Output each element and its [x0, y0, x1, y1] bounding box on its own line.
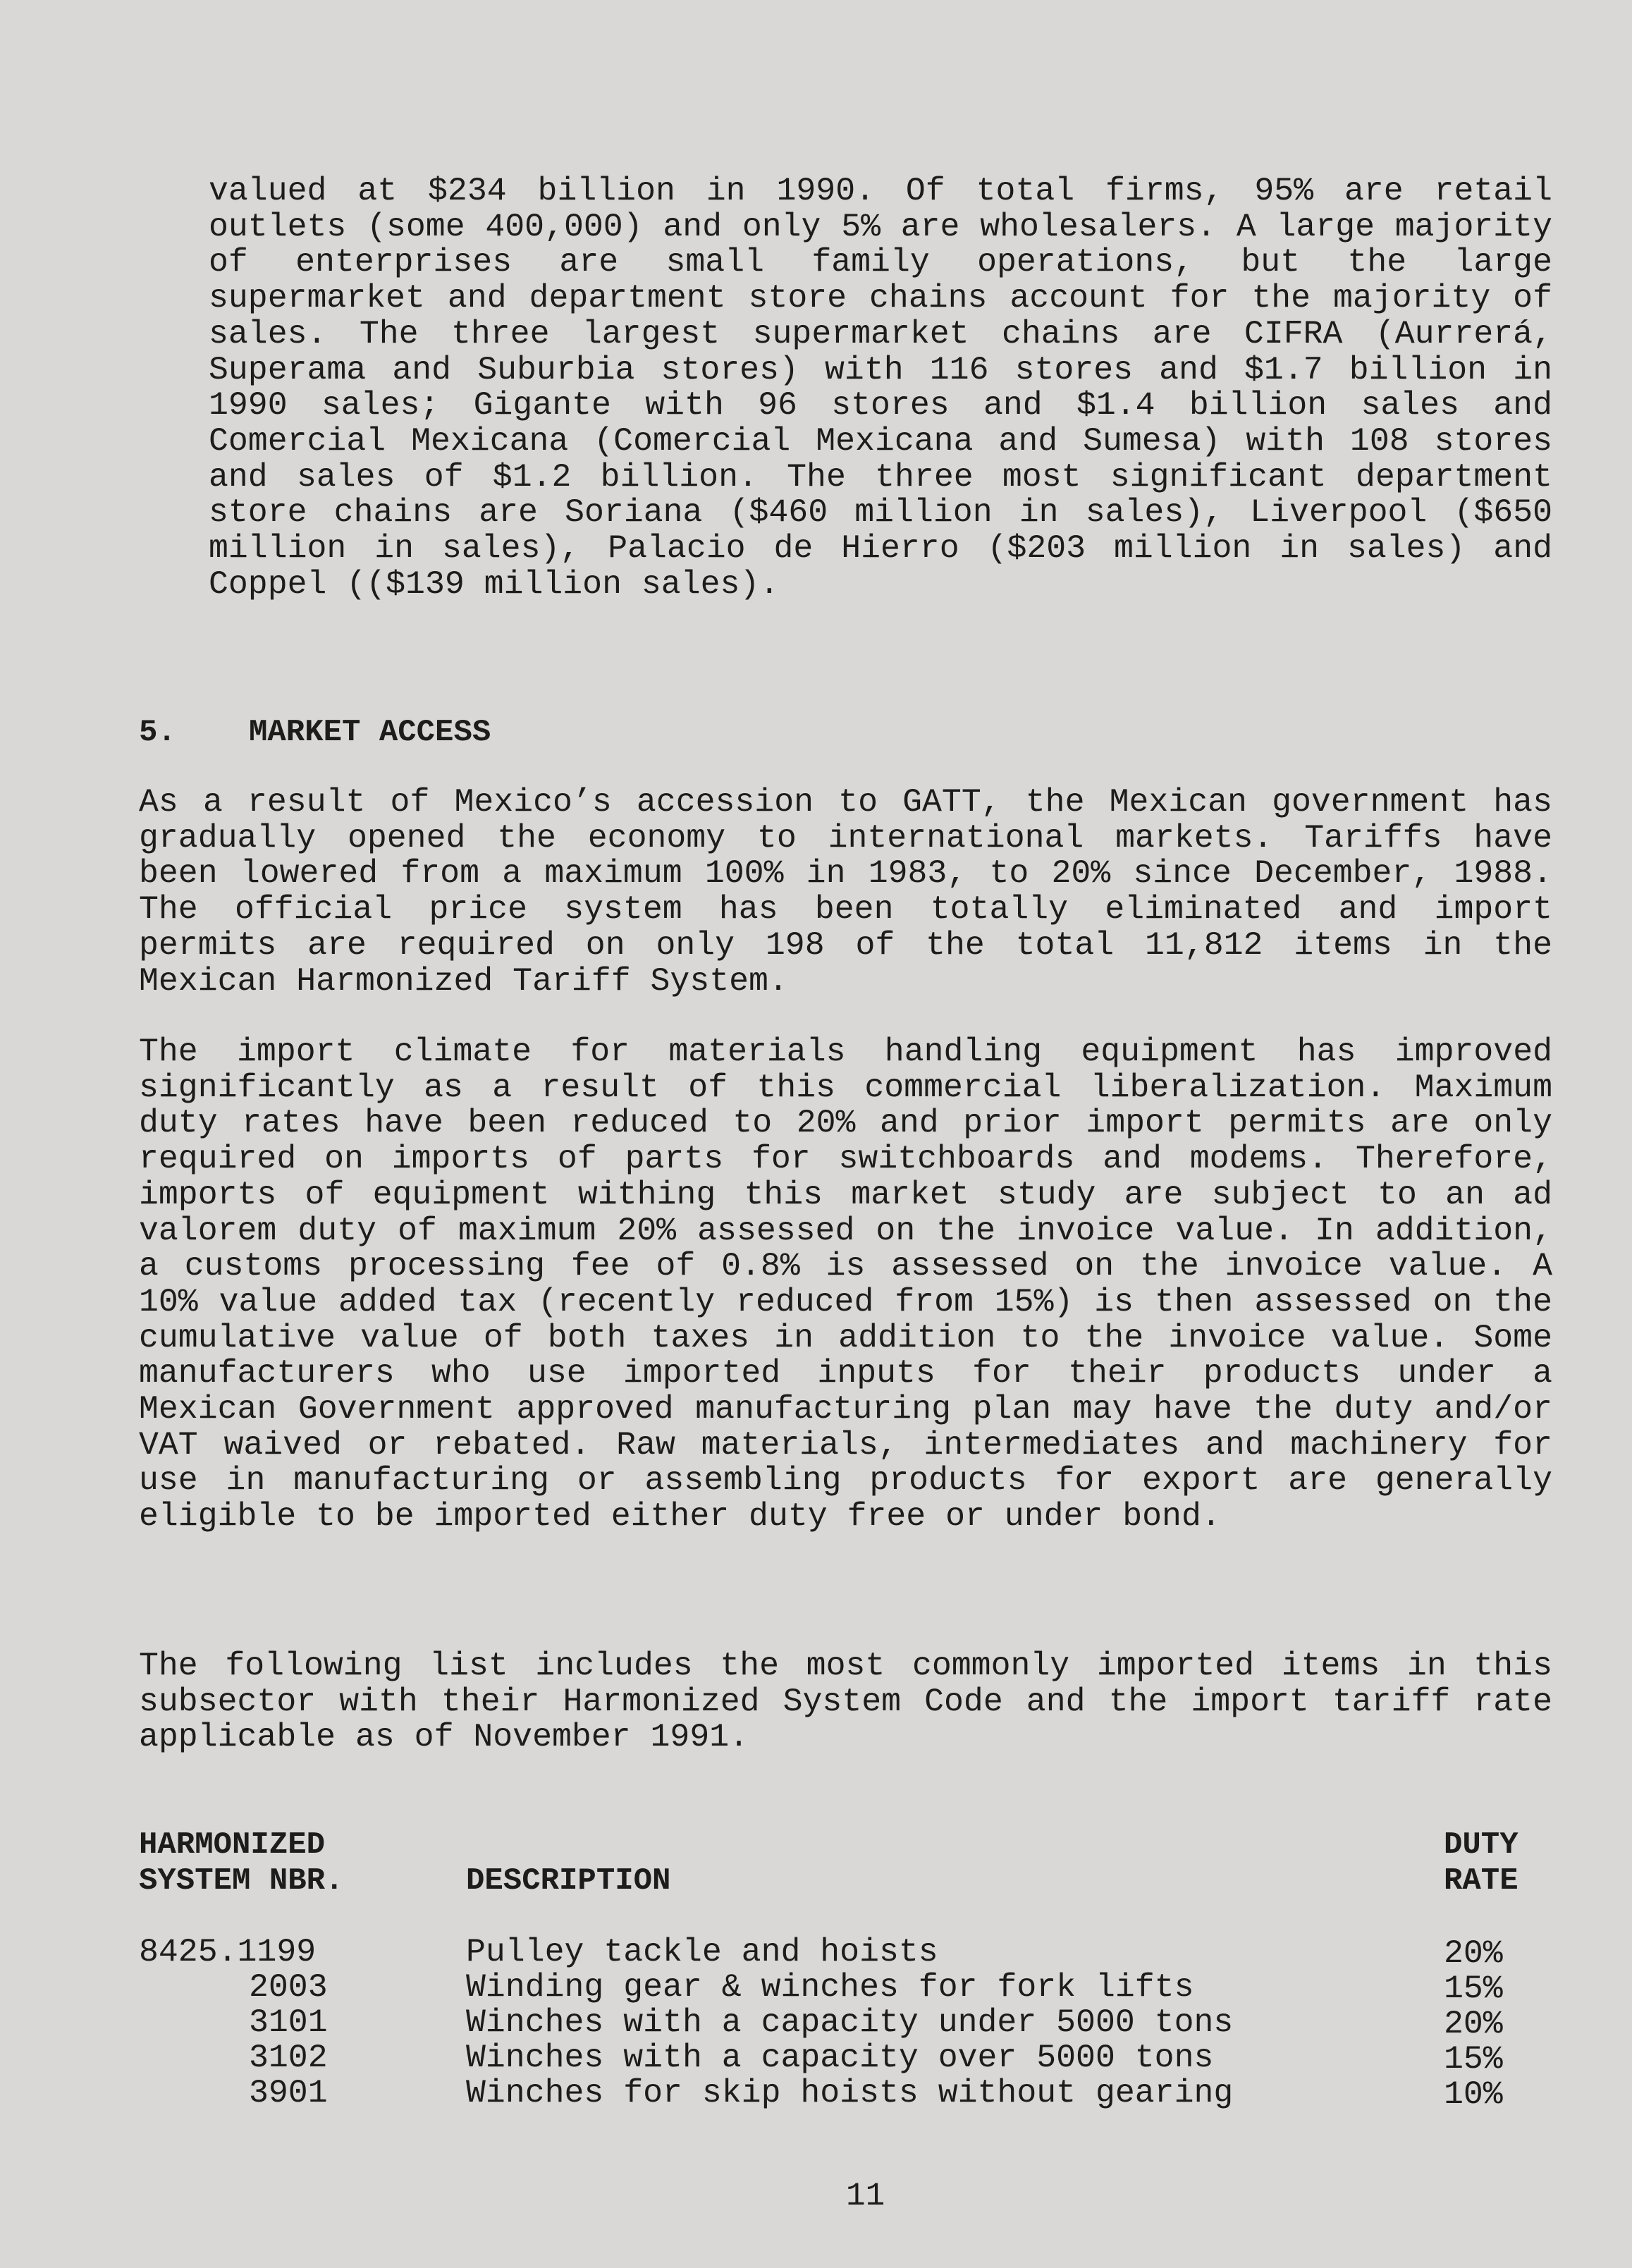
paragraph-retail-sales: valued at $234 billion in 1990. Of total firms, 95% are retail outlets (some 400,000) and only 5% are wholesalers. A large majority of enterprises are small family operations, but the large supermarket and department store chains account for the majority of sales. The three largest supermarket chains are CIFRA (Aurrerá, Superama and Suburbia stores) with 116 stores and $1.7 billion in 1990 sales; Gigante with 96 stores and $1.4 billion sales and Comercial Mexicana (Comercial Mexicana and Sumesa) with 108 stores and sales of $1.2 billion. The three most significant department store chains are Soriana ($460 million in sales), Liverpool ($650 million in sales), Palacio de Hierro ($203 million in sales) and Coppel (($139 million sales). [209, 172, 1552, 603]
paragraph-gatt: As a result of Mexico’s accession to GATT, the Mexican government has gradually opened the economy to international markets. Tariffs have been lowered from a maximum 100% in 1983, to 20% since December, 1988. The official price system has been totally eliminated and import permits are required on only 198 of the total 11,812 items in the Mexican Harmonized Tariff System. [139, 783, 1552, 1000]
page-number: 11 [846, 2178, 885, 2214]
header-description-text: DESCRIPTION [466, 1863, 671, 1899]
row-description: Winches for skip hoists without gearing [466, 2074, 1234, 2111]
paragraph-import-climate: The import climate for materials handling equipment has improved significantly as a result of this commercial liberalization. Maximum duty rates have been reduced to 20% and prior import permits are only required on imports of parts for switchboards and modems. Therefore, imports of equipment withing this market study are subject to an ad valorem duty of maximum 20% assessed on the invoice value. In addition, a customs processing fee of 0.8% is assessed on the invoice value. A 10% value added tax (recently reduced from 15%) is then assessed on the cumulative value of both taxes in addition to the invoice value. Some manufacturers who use imported inputs for their products under a Mexican Government approved manufacturing plan may have the duty and/or VAT waived or rebated. Raw materials, intermediates and machinery for use in manufacturing or assembling products for export are generally eligible to be imported either duty free or under bond. [139, 1033, 1552, 1536]
header-code-line1: HARMONIZED [139, 1827, 326, 1863]
row-code: 3101 [249, 2004, 328, 2041]
row-rate: 10% [1444, 2076, 1503, 2113]
section-title: MARKET ACCESS [249, 715, 491, 750]
row-code: 3901 [249, 2074, 328, 2111]
row-description: Pulley tackle and hoists [466, 1933, 938, 1970]
row-code: 8425.1199 [139, 1933, 317, 1970]
header-duty-rate [1444, 1827, 1519, 1899]
row-code: 3102 [249, 2039, 328, 2076]
header-description [466, 1863, 670, 1899]
row-code: 2003 [249, 1968, 328, 2006]
row-rate: 15% [1444, 1970, 1503, 2007]
row-description: Winding gear & winches for fork lifts [466, 1968, 1194, 2006]
header-rate-line1: DUTY [1444, 1827, 1519, 1863]
row-rate: 15% [1444, 2040, 1503, 2078]
row-description: Winches with a capacity under 5000 tons [466, 2004, 1234, 2041]
header-rate-line2: RATE [1444, 1863, 1519, 1899]
section-number: 5. [139, 715, 176, 750]
section-heading [139, 715, 491, 750]
header-harmonized-code [139, 1827, 343, 1899]
row-rate: 20% [1444, 2005, 1503, 2042]
paragraph-list-intro: The following list includes the most commonly imported items in this subsector with their Harmonized System Code and the import tariff rate applicable as of November 1991. [139, 1647, 1552, 1756]
row-rate: 20% [1444, 1935, 1503, 1972]
row-description: Winches with a capacity over 5000 tons [466, 2039, 1214, 2076]
header-code-line2: SYSTEM NBR. [139, 1863, 344, 1899]
